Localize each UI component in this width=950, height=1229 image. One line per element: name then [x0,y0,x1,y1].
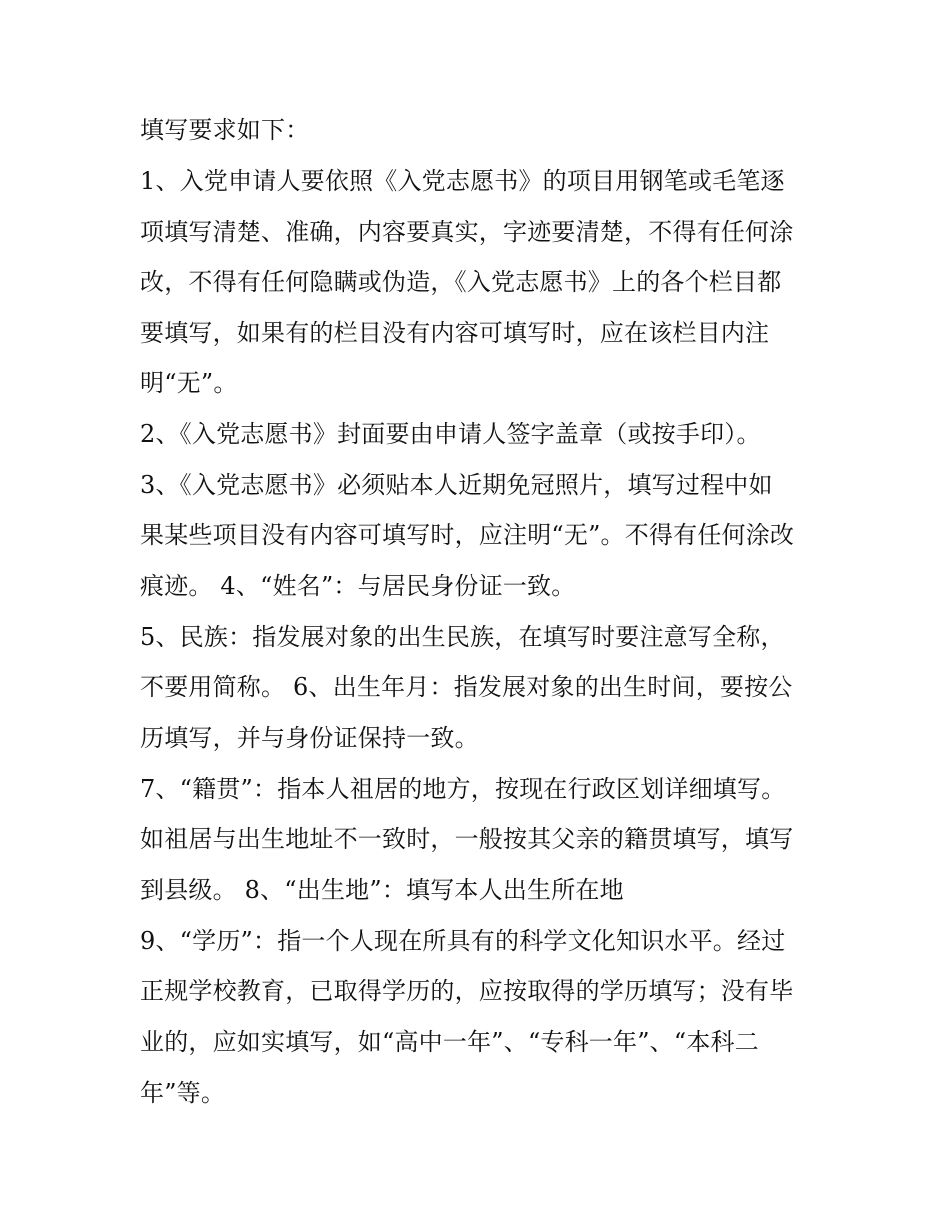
text-line: 不要用简称。 6、出生年月：指发展对象的出生时间，要按公 [140,673,793,701]
text-line: 填写要求如下： [140,116,310,144]
text-line: 正规学校教育，已取得学历的，应按取得的学历填写；没有毕 [140,977,794,1005]
text-line: 项填写清楚、准确，内容要真实，字迹要清楚，不得有任何涂 [140,218,794,246]
text-line: 1、入党申请人要依照《入党志愿书》的项目用钢笔或毛笔逐 [140,167,785,195]
text-line: 年”等。 [140,1079,226,1107]
text-line: 如祖居与出生地址不一致时，一般按其父亲的籍贯填写，填写 [140,825,794,853]
text-line: 改，不得有任何隐瞒或伪造，《入党志愿书》上的各个栏目都 [140,268,782,296]
text-line: 果某些项目没有内容可填写时，应注明“无”。不得有任何涂改 [140,521,795,549]
text-line: 5、民族：指发展对象的出生民族，在填写时要注意写全称， [140,623,785,651]
text-line: 要填写，如果有的栏目没有内容可填写时，应在该栏目内注 [140,319,770,347]
text-line: 2、《入党志愿书》封面要由申请人签字盖章（或按手印）。 [140,420,761,448]
text-line: 7、“籍贯”：指本人祖居的地方，按现在行政区划详细填写。 [140,775,786,803]
text-line: 明“无”。 [140,369,238,397]
text-line: 历填写，并与身份证保持一致。 [140,724,479,752]
text-line: 3、《入党志愿书》必须贴本人近期免冠照片，填写过程中如 [140,471,773,499]
text-line: 业的，应如实填写，如“高中一年”、“专科一年”、“本科二 [140,1028,759,1056]
text-line: 9、“学历”：指一个人现在所具有的科学文化知识水平。经过 [140,927,786,955]
text-line: 到县级。 8、“出生地”：填写本人出生所在地 [140,876,624,904]
text-line: 痕迹。 4、“姓名”：与居民身份证一致。 [140,572,576,600]
